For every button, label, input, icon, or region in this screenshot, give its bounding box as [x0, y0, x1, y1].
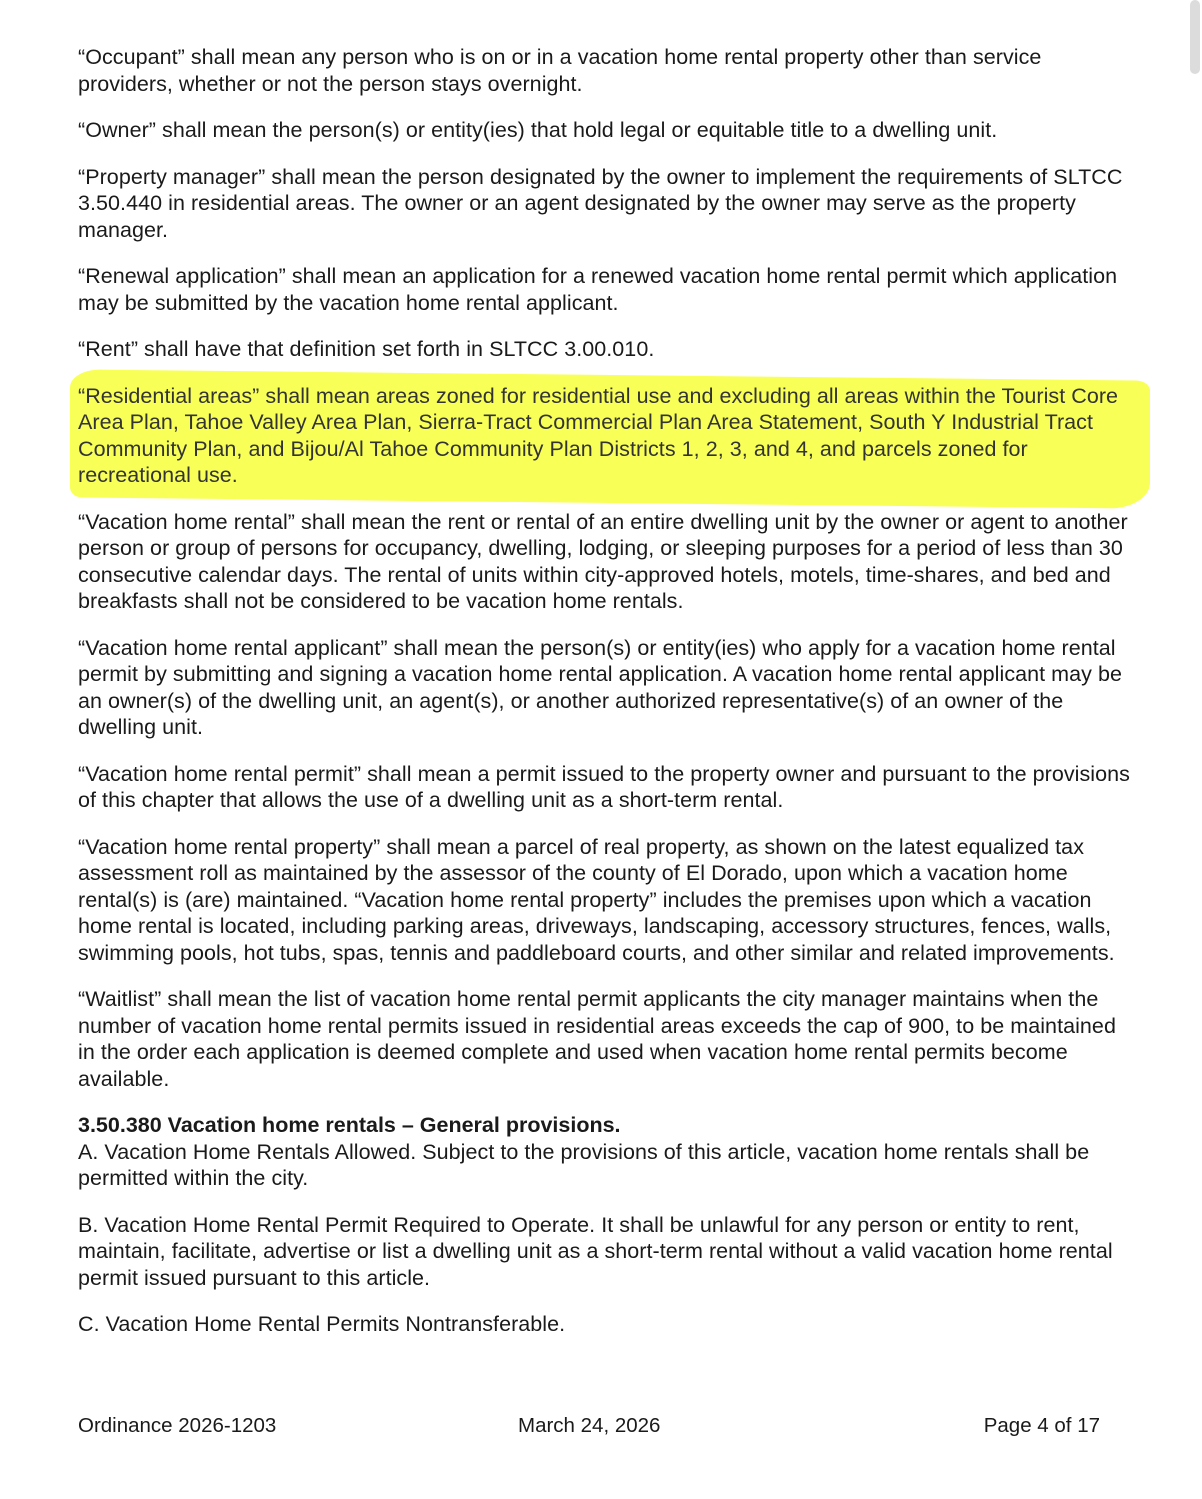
- scrollbar-thumb[interactable]: [1190, 0, 1200, 74]
- section-paragraph-a: A. Vacation Home Rentals Allowed. Subject to the provisions of this article, vacation home rentals shall be permitted within the city.: [78, 1139, 1090, 1190]
- definition-vacation-home-rental-applicant: “Vacation home rental applicant” shall mean the person(s) or entity(ies) who apply for a vacation home rental permit by submitting and signing a vacation home rental application. A vacation home rental applicant may be an owner(s) of the dwelling unit, an agent(s), or another authorized representative(s) of an owner of the dwelling unit.: [78, 635, 1122, 739]
- definition-property-manager: “Property manager” shall mean the person designated by the owner to implement the requirements of SLTCC 3.50.440 in residential areas. The owner or an agent designated by the owner may serve as the property manager.: [78, 164, 1123, 242]
- section-heading: 3.50.380 Vacation home rentals – General provisions.: [78, 1113, 621, 1137]
- document-page: [78, 44, 1138, 1358]
- definition-vacation-home-rental-property: “Vacation home rental property” shall mean a parcel of real property, as shown on the latest equalized tax assessment roll as maintained by the assessor of the county of El Dorado, upon which a vacation home rental(s) is (are) maintained. “Vacation home rental property” includes the premises upon which a vacation home rental is located, including parking areas, driveways, landscaping, accessory structures, fences, walls, swimming pools, hot tubs, spas, tennis and paddleboard courts, and other similar and related improvements.: [78, 834, 1115, 965]
- definition-vacation-home-rental-permit: “Vacation home rental permit” shall mean a permit issued to the property owner and pursuant to the provisions of this chapter that allows the use of a dwelling unit as a short-term rental.: [78, 761, 1130, 812]
- section-paragraph-b: B. Vacation Home Rental Permit Required to Operate. It shall be unlawful for any person or entity to rent, maintain, facilitate, advertise or list a dwelling unit as a short-term rental without a valid vacation home rental permit issued pursuant to this article.: [78, 1212, 1113, 1290]
- page-footer: [78, 1414, 1100, 1442]
- definition-residential-areas: “Residential areas” shall mean areas zoned for residential use and excluding all areas within the Tourist Core Area Plan, Tahoe Valley Area Plan, Sierra-Tract Commercial Plan Area Statement, South Y Industrial Tract Community Plan, and Bijou/Al Tahoe Community Plan Districts 1, 2, 3, and 4, and parcels zoned for recreational use.: [78, 383, 1119, 487]
- footer-page-number: Page 4 of 17: [983, 1414, 1100, 1437]
- section-3-50-380: [78, 1112, 1138, 1338]
- definition-renewal-application: “Renewal application” shall mean an application for a renewed vacation home rental permit which application may be submitted by the vacation home rental applicant.: [78, 264, 1118, 315]
- definition-vacation-home-rental: “Vacation home rental” shall mean the rent or rental of an entire dwelling unit by the owner or agent to another person or group of persons for occupancy, dwelling, lodging, or sleeping purposes for a period of less than 30 consecutive calendar days. The rental of units within city-approved hotels, motels, time-shares, and bed and breakfasts shall not be considered to be vacation home rentals.: [78, 509, 1128, 613]
- footer-ordinance: Ordinance 2026-1203: [78, 1414, 277, 1437]
- highlighted-passage: [78, 383, 1138, 489]
- definition-owner: “Owner” shall mean the person(s) or entity(ies) that hold legal or equitable title to a dwelling unit.: [78, 118, 998, 142]
- section-paragraph-c: C. Vacation Home Rental Permits Nontransferable.: [78, 1312, 566, 1336]
- definition-rent: “Rent” shall have that definition set forth in SLTCC 3.00.010.: [78, 337, 655, 361]
- footer-date: March 24, 2026: [518, 1414, 661, 1437]
- definition-waitlist: “Waitlist” shall mean the list of vacation home rental permit applicants the city manager maintains when the number of vacation home rental permits issued in residential areas exceeds the cap of 900, to be maintained in the order each application is deemed complete and used when vacation home rental permits become available.: [78, 987, 1116, 1091]
- definition-occupant: “Occupant” shall mean any person who is on or in a vacation home rental property other than service providers, whether or not the person stays overnight.: [78, 45, 1042, 96]
